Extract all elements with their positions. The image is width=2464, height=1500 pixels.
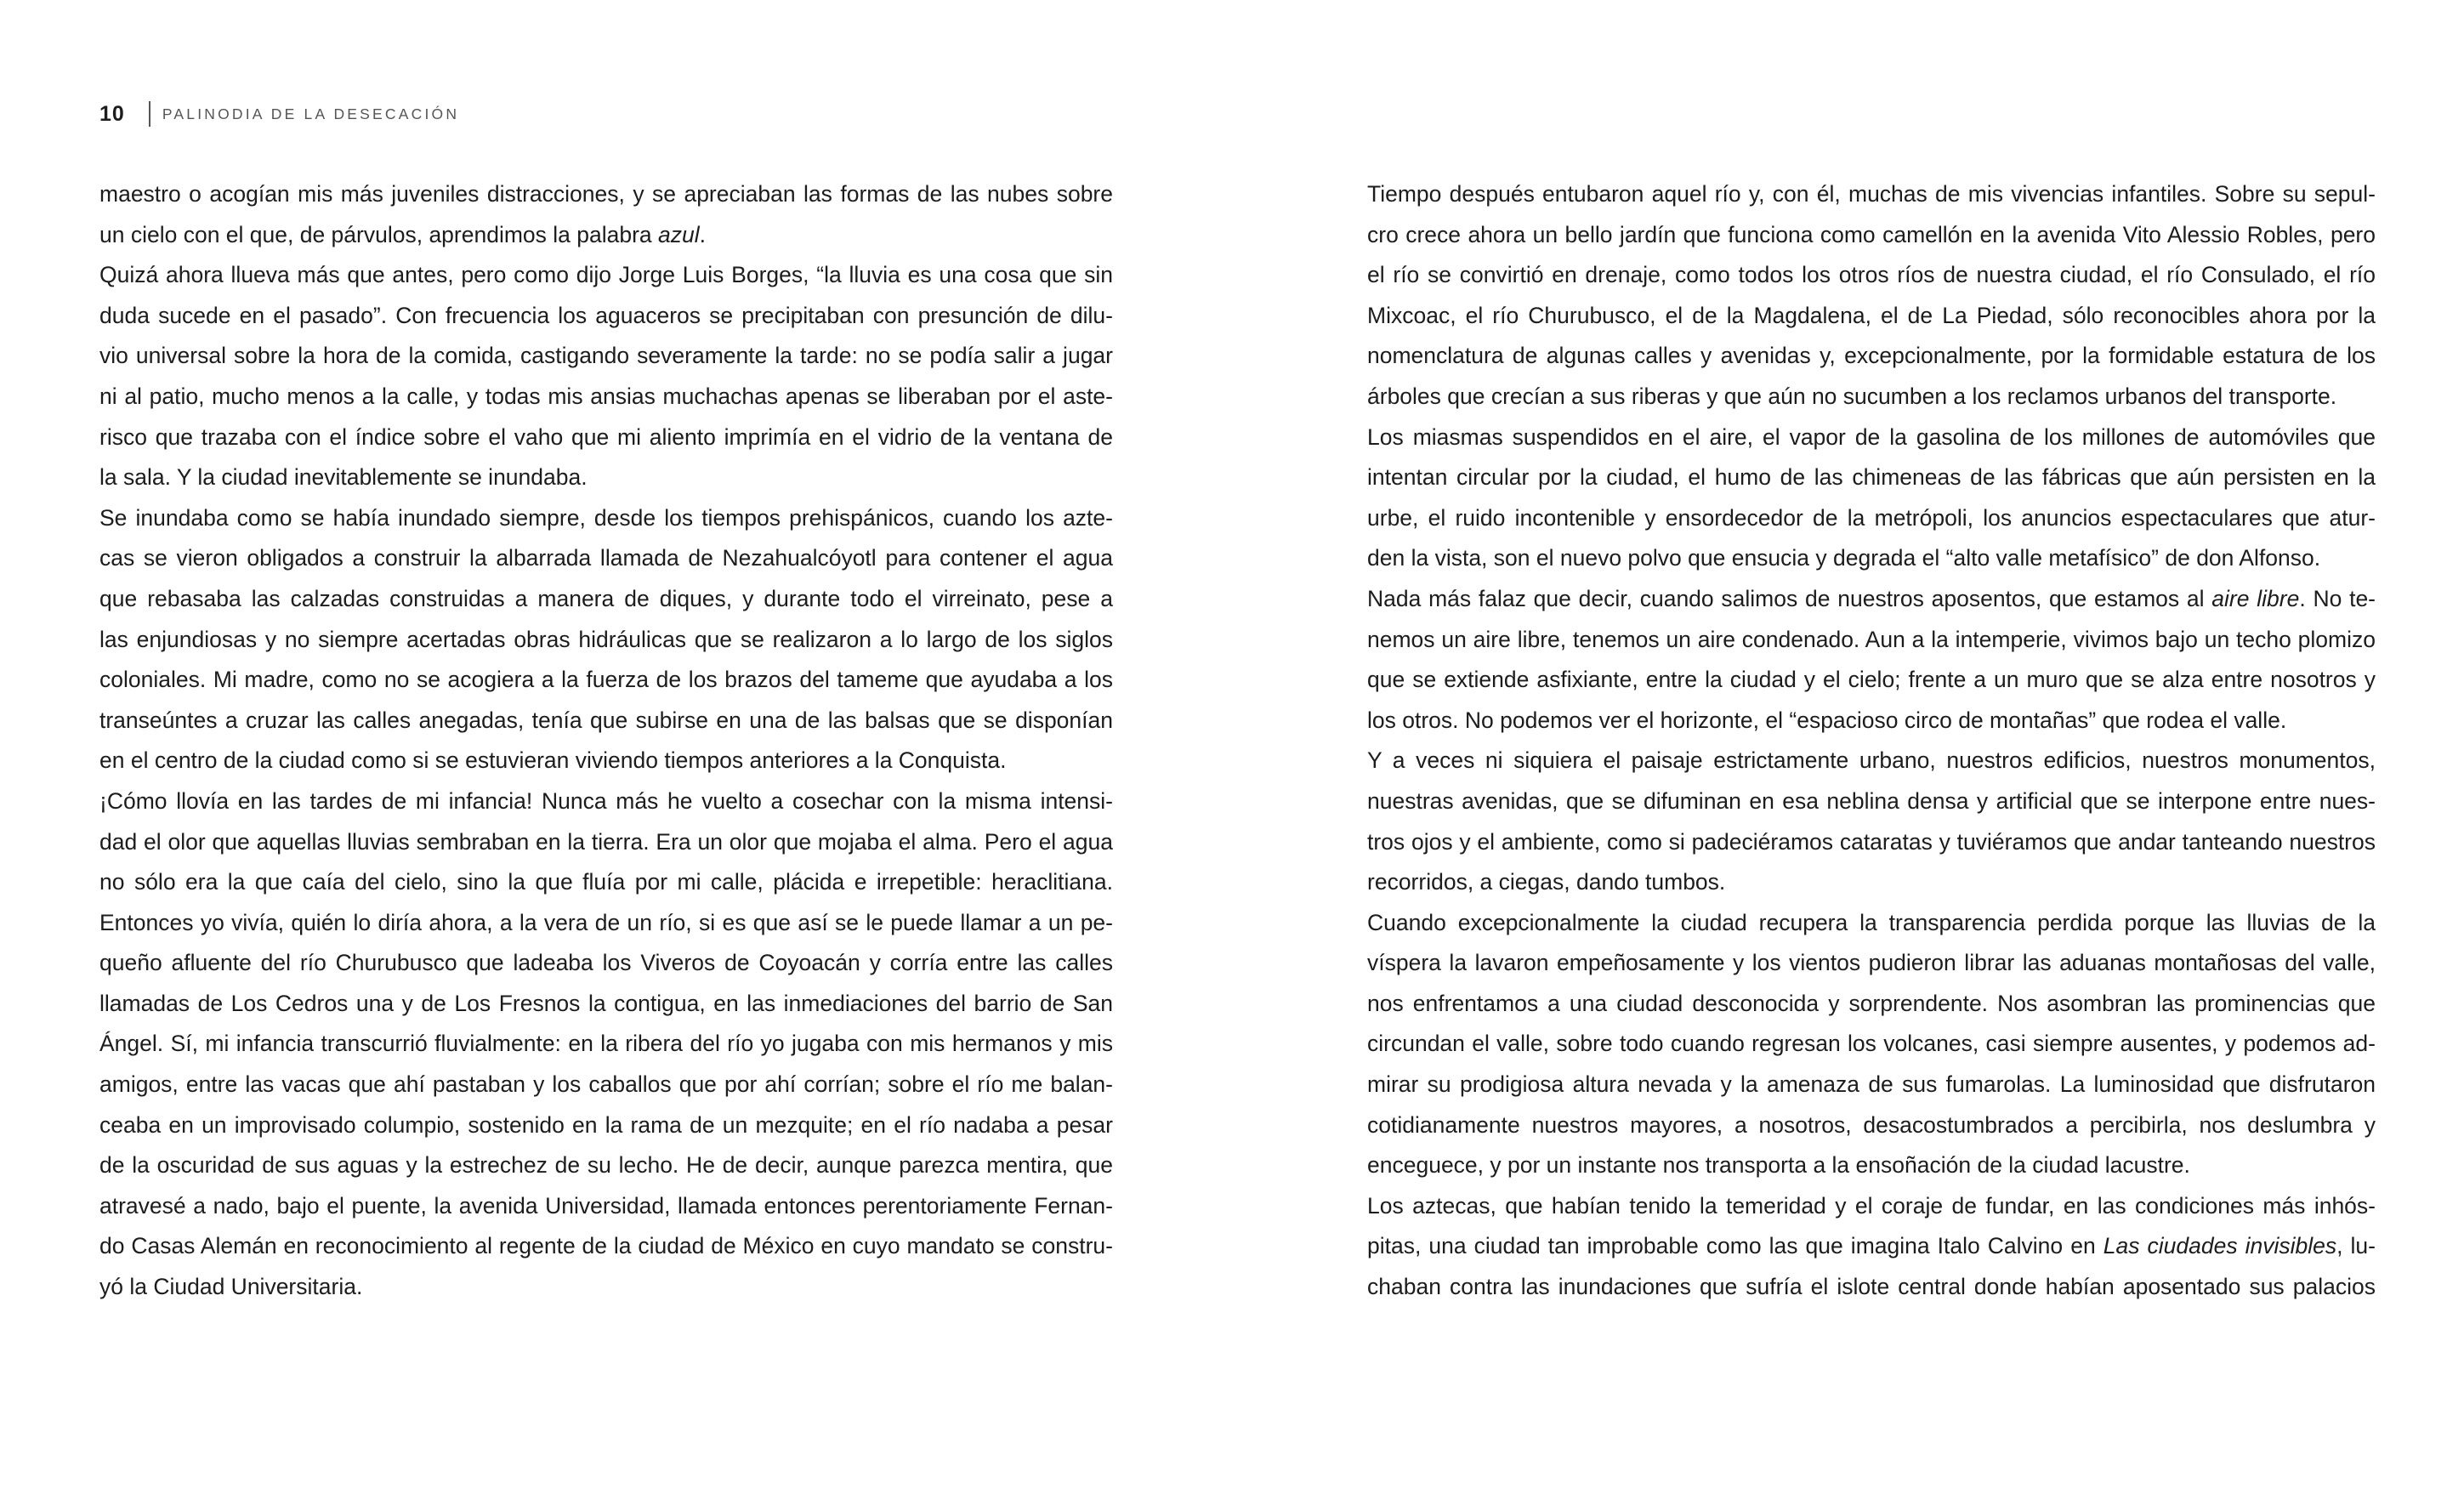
text-run: Ángel. Sí, mi infancia transcurrió fluvialmente: en la ribera del río yo jugaba con mis hermanos y mis xyxy=(99,1031,1113,1057)
text-line xyxy=(99,1024,1113,1065)
text-line xyxy=(99,215,1113,256)
text-line xyxy=(99,903,1113,944)
text-line xyxy=(1367,418,2376,458)
text-line xyxy=(1367,255,2376,296)
text-line xyxy=(1367,377,2376,418)
text-line xyxy=(1367,984,2376,1025)
text-line xyxy=(99,1105,1113,1146)
text-line xyxy=(99,296,1113,337)
text-run: recorridos, a ciegas, dando tumbos. xyxy=(1367,869,1726,895)
text-run: cas se vieron obligados a construir la albarrada llamada de Nezahualcóyotl para contener el agua xyxy=(99,545,1113,571)
text-line xyxy=(1367,296,2376,337)
text-line xyxy=(99,781,1113,822)
text-run: nuestras avenidas, que se difuminan en esa neblina densa y artificial que se interpone entre nues- xyxy=(1367,787,2376,814)
text-run: de la oscuridad de sus aguas y la estrechez de su lecho. He de decir, aunque parezca mentira, que xyxy=(99,1152,1113,1179)
running-title: PALINODIA DE LA DESECACIÓN xyxy=(162,105,460,122)
text-run: la sala. Y la ciudad inevitablemente se inundaba. xyxy=(99,464,588,491)
text-line xyxy=(1367,457,2376,498)
text-line xyxy=(1367,862,2376,903)
text-run: urbe, el ruido incontenible y ensordecedor de la metrópoli, los anuncios espectaculares que atur- xyxy=(1367,504,2376,531)
text-run: den la vista, son el nuevo polvo que ensucia y degrada el “alto valle metafísico” de don Alfonso. xyxy=(1367,545,2321,571)
text-line xyxy=(99,660,1113,701)
text-line xyxy=(1367,620,2376,661)
italic-text-run: azul xyxy=(658,221,700,247)
page-number: 10 xyxy=(99,101,125,126)
text-line xyxy=(99,1267,1113,1308)
text-line xyxy=(99,1226,1113,1267)
text-run: Nada más falaz que decir, cuando salimos de nuestros aposentos, que estamos al xyxy=(1367,585,2212,611)
text-line xyxy=(99,336,1113,377)
text-line xyxy=(1367,1267,2376,1308)
text-run: coloniales. Mi madre, como no se acogiera a la fuerza de los brazos del tameme que ayudaba a los xyxy=(99,667,1113,693)
text-run: duda sucede en el pasado”. Con frecuencia los aguaceros se precipitaban con presunción de dilu- xyxy=(99,302,1113,328)
text-line xyxy=(1367,741,2376,781)
text-run: Quizá ahora llueva más que antes, pero como dijo Jorge Luis Borges, “la lluvia es una cosa que sin xyxy=(99,262,1113,288)
text-line xyxy=(99,498,1113,539)
text-run: Se inundaba como se había inundado siempre, desde los tiempos prehispánicos, cuando los azte- xyxy=(99,504,1113,531)
text-line xyxy=(1367,215,2376,256)
text-run: amigos, entre las vacas que ahí pastaban y los caballos que por ahí corrían; sobre el río me balan- xyxy=(99,1071,1113,1098)
text-line xyxy=(1367,1065,2376,1105)
text-run: queño afluente del río Churubusco que ladeaba los Viveros de Coyoacán y corría entre las calles xyxy=(99,950,1113,976)
text-run: no sólo era la que caía del cielo, sino la que fluía por mi calle, plácida e irrepetible: heraclitiana. xyxy=(99,869,1113,895)
text-line xyxy=(99,984,1113,1025)
text-run: risco que trazaba con el índice sobre el vaho que mi aliento imprimía en el vidrio de la ventana de xyxy=(99,423,1113,450)
text-run: Los miasmas suspendidos en el aire, el vapor de la gasolina de los millones de automóviles que xyxy=(1367,423,2376,450)
text-run: , lu- xyxy=(2336,1233,2376,1259)
text-line xyxy=(1367,1024,2376,1065)
text-line xyxy=(1367,1145,2376,1186)
text-run: nemos un aire libre, tenemos un aire condenado. Aun a la intemperie, vivimos bajo un techo plomizo xyxy=(1367,626,2376,652)
text-line xyxy=(99,1186,1113,1227)
text-run: dad el olor que aquellas lluvias sembraban en la tierra. Era un olor que mojaba el alma. Pero el agua xyxy=(99,828,1113,855)
text-line xyxy=(1367,903,2376,944)
text-run: cotidianamente nuestros mayores, a nosotros, desacostumbrados a percibirla, nos deslumbra y xyxy=(1367,1111,2376,1138)
text-run: atravesé a nado, bajo el puente, la avenida Universidad, llamada entonces perentoriamente Fernan- xyxy=(99,1192,1113,1219)
text-run: nos enfrentamos a una ciudad desconocida y sorprendente. Nos asombran las prominencias que xyxy=(1367,990,2376,1016)
italic-text-run: Las ciudades invisibles xyxy=(2103,1233,2337,1259)
text-run: yó la Ciudad Universitaria. xyxy=(99,1274,363,1300)
italic-text-run: aire libre xyxy=(2211,585,2300,611)
text-line xyxy=(99,741,1113,781)
text-run: que se extiende asfixiante, entre la ciudad y el cielo; frente a un muro que se alza entre nosotros y xyxy=(1367,667,2376,693)
text-line xyxy=(99,620,1113,661)
text-run: Tiempo después entubaron aquel río y, con él, muchas de mis vivencias infantiles. Sobre su sepul- xyxy=(1367,181,2376,207)
text-run: un cielo con el que, de párvulos, aprendimos la palabra xyxy=(99,221,659,247)
text-run: ni al patio, mucho menos a la calle, y todas mis ansias muchachas apenas se liberaban por el aste- xyxy=(99,383,1113,409)
text-line xyxy=(99,862,1113,903)
text-run: árboles que crecían a sus riberas y que aún no sucumben a los reclamos urbanos del transporte. xyxy=(1367,383,2337,409)
text-line xyxy=(99,174,1113,215)
text-run: . No te- xyxy=(2299,585,2376,611)
text-run: enceguece, y por un instante nos transporta a la ensoñación de la ciudad lacustre. xyxy=(1367,1152,2190,1179)
running-head xyxy=(99,100,459,128)
text-run: Los aztecas, que habían tenido la temeridad y el coraje de fundar, en las condiciones más inhós- xyxy=(1367,1192,2376,1219)
text-line xyxy=(99,701,1113,741)
text-run: pitas, una ciudad tan improbable como las que imagina Italo Calvino en xyxy=(1367,1233,2103,1259)
text-run: el río se convirtió en drenaje, como todos los otros ríos de nuestra ciudad, el río Consulado, el río xyxy=(1367,262,2376,288)
text-line xyxy=(1367,781,2376,822)
text-line xyxy=(1367,822,2376,863)
text-line xyxy=(99,538,1113,579)
text-line xyxy=(1367,336,2376,377)
text-run: chaban contra las inundaciones que sufría el islote central donde habían aposentado sus palacios xyxy=(1367,1274,2376,1300)
text-line xyxy=(99,822,1113,863)
text-run: Y a veces ni siquiera el paisaje estrictamente urbano, nuestros edificios, nuestros monumentos, xyxy=(1367,747,2376,774)
text-run: cro crece ahora un bello jardín que funciona como camellón en la avenida Vito Alessio Robles, pero xyxy=(1367,221,2376,247)
text-run: ceaba en un improvisado columpio, sostenido en la rama de un mezquite; en el río nadaba a pesar xyxy=(99,1111,1113,1138)
text-run: Entonces yo vivía, quién lo diría ahora, a la vera de un río, si es que así se le puede llamar a un pe- xyxy=(99,909,1113,935)
text-run: en el centro de la ciudad como si se estuvieran viviendo tiempos anteriores a la Conquista. xyxy=(99,747,1007,774)
text-run: nomenclatura de algunas calles y avenidas y, excepcionalmente, por la formidable estatura de los xyxy=(1367,343,2376,369)
text-line xyxy=(1367,579,2376,620)
text-line xyxy=(99,579,1113,620)
text-line xyxy=(99,377,1113,418)
header-divider xyxy=(149,101,150,127)
text-line xyxy=(99,418,1113,458)
text-run: circundan el valle, sobre todo cuando regresan los volcanes, casi siempre ausentes, y podemos ad- xyxy=(1367,1031,2376,1057)
text-line xyxy=(1367,174,2376,215)
text-line xyxy=(1367,660,2376,701)
text-run: intentan circular por la ciudad, el humo de las chimeneas de las fábricas que aún persisten en la xyxy=(1367,464,2376,491)
text-run: llamadas de Los Cedros una y de Los Fresnos la contigua, en las inmediaciones del barrio de San xyxy=(99,990,1113,1016)
text-run: víspera la lavaron empeñosamente y los vientos pudieron librar las aduanas montañosas del valle, xyxy=(1367,950,2376,976)
text-run: . xyxy=(699,221,707,247)
text-line xyxy=(99,1065,1113,1105)
text-line xyxy=(1367,701,2376,741)
text-run: vio universal sobre la hora de la comida, castigando severamente la tarde: no se podía salir a jugar xyxy=(99,343,1113,369)
text-line xyxy=(99,255,1113,296)
text-run: que rebasaba las calzadas construidas a manera de diques, y durante todo el virreinato, pese a xyxy=(99,585,1113,611)
text-run: do Casas Alemán en reconocimiento al regente de la ciudad de México en cuyo mandato se constru- xyxy=(99,1233,1113,1259)
text-run: Cuando excepcionalmente la ciudad recupera la transparencia perdida porque las lluvias de la xyxy=(1367,909,2376,935)
text-run: ¡Cómo llovía en las tardes de mi infancia! Nunca más he vuelto a cosechar con la misma intensi- xyxy=(99,787,1113,814)
text-run: Mixcoac, el río Churubusco, el de la Magdalena, el de La Piedad, sólo reconocibles ahora por la xyxy=(1367,302,2376,328)
text-run: las enjundiosas y no siempre acertadas obras hidráulicas que se realizaron a lo largo de los siglos xyxy=(99,626,1113,652)
left-text-column xyxy=(99,174,1113,1308)
text-run: maestro o acogían mis más juveniles distracciones, y se apreciaban las formas de las nubes sobre xyxy=(99,181,1113,207)
text-line xyxy=(1367,943,2376,984)
text-line xyxy=(1367,1226,2376,1267)
text-line xyxy=(99,943,1113,984)
text-line xyxy=(99,1145,1113,1186)
text-line xyxy=(1367,1186,2376,1227)
text-run: los otros. No podemos ver el horizonte, el “espacioso circo de montañas” que rodea el valle. xyxy=(1367,707,2287,733)
right-text-column xyxy=(1367,174,2376,1308)
text-run: tros ojos y el ambiente, como si padeciéramos cataratas y tuviéramos que andar tanteando nuestros xyxy=(1367,828,2376,855)
text-line xyxy=(1367,538,2376,579)
text-run: mirar su prodigiosa altura nevada y la amenaza de sus fumarolas. La luminosidad que disfrutaron xyxy=(1367,1071,2376,1098)
text-line xyxy=(99,457,1113,498)
text-line xyxy=(1367,1105,2376,1146)
text-run: transeúntes a cruzar las calles anegadas, tenía que subirse en una de las balsas que se disponían xyxy=(99,707,1113,733)
text-line xyxy=(1367,498,2376,539)
